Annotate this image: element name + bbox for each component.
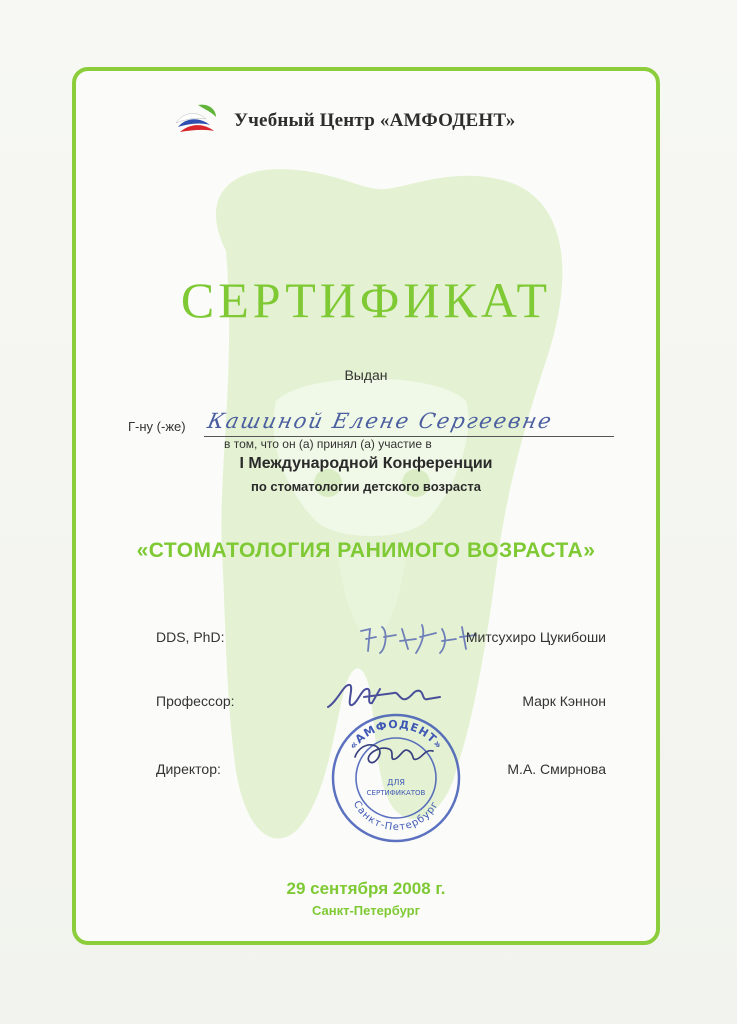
svg-text:«АМФОДЕНТ» [346, 718, 445, 752]
signatory-role: Директор: [156, 761, 221, 777]
recipient-name: Кашиной Елене Сергеевне [205, 409, 556, 433]
stamp-center-line2: СЕРТИФИКАТОВ [366, 789, 426, 797]
conference-theme: «СТОМАТОЛОГИЯ РАНИМОГО ВОЗРАСТА» [136, 539, 596, 562]
participation-text: в том, что он (а) принял (а) участие в [224, 437, 432, 451]
signatory-role: Профессор: [156, 693, 235, 709]
amfodent-logo [174, 101, 220, 141]
stamp-top-text: «АМФОДЕНТ» [346, 717, 446, 753]
signatory-row-dds [156, 619, 606, 659]
svg-text:Санкт-Петербург [351, 799, 441, 833]
certificate-title: СЕРТИФИКАТ [180, 272, 552, 328]
recipient-row [128, 409, 612, 439]
official-stamp [329, 711, 463, 845]
issue-date: 29 сентября 2008 г. [286, 879, 446, 898]
org-name: Учебный Центр «АМФОДЕНТ» [234, 110, 516, 131]
conference-subject: по стоматологии детского возраста [251, 479, 481, 494]
signatory-name: М.А. Смирнова [507, 761, 606, 777]
recipient-prefix: Г-ну (-же) [128, 419, 186, 434]
signatory-role: DDS, PhD: [156, 629, 225, 645]
header [174, 101, 515, 141]
issue-city: Санкт-Петербург [311, 903, 421, 918]
stamp-center-line1: ДЛЯ [387, 778, 405, 787]
issued-label: Выдан [344, 367, 388, 383]
signatory-name: Митсухиро Цукибоши [465, 629, 606, 645]
stamp-bottom-text: Санкт-Петербург [350, 799, 442, 834]
conference-line: I Международной Конференции [239, 455, 493, 472]
signatory-name: Марк Кэннон [522, 693, 606, 709]
certificate-frame [72, 67, 660, 945]
